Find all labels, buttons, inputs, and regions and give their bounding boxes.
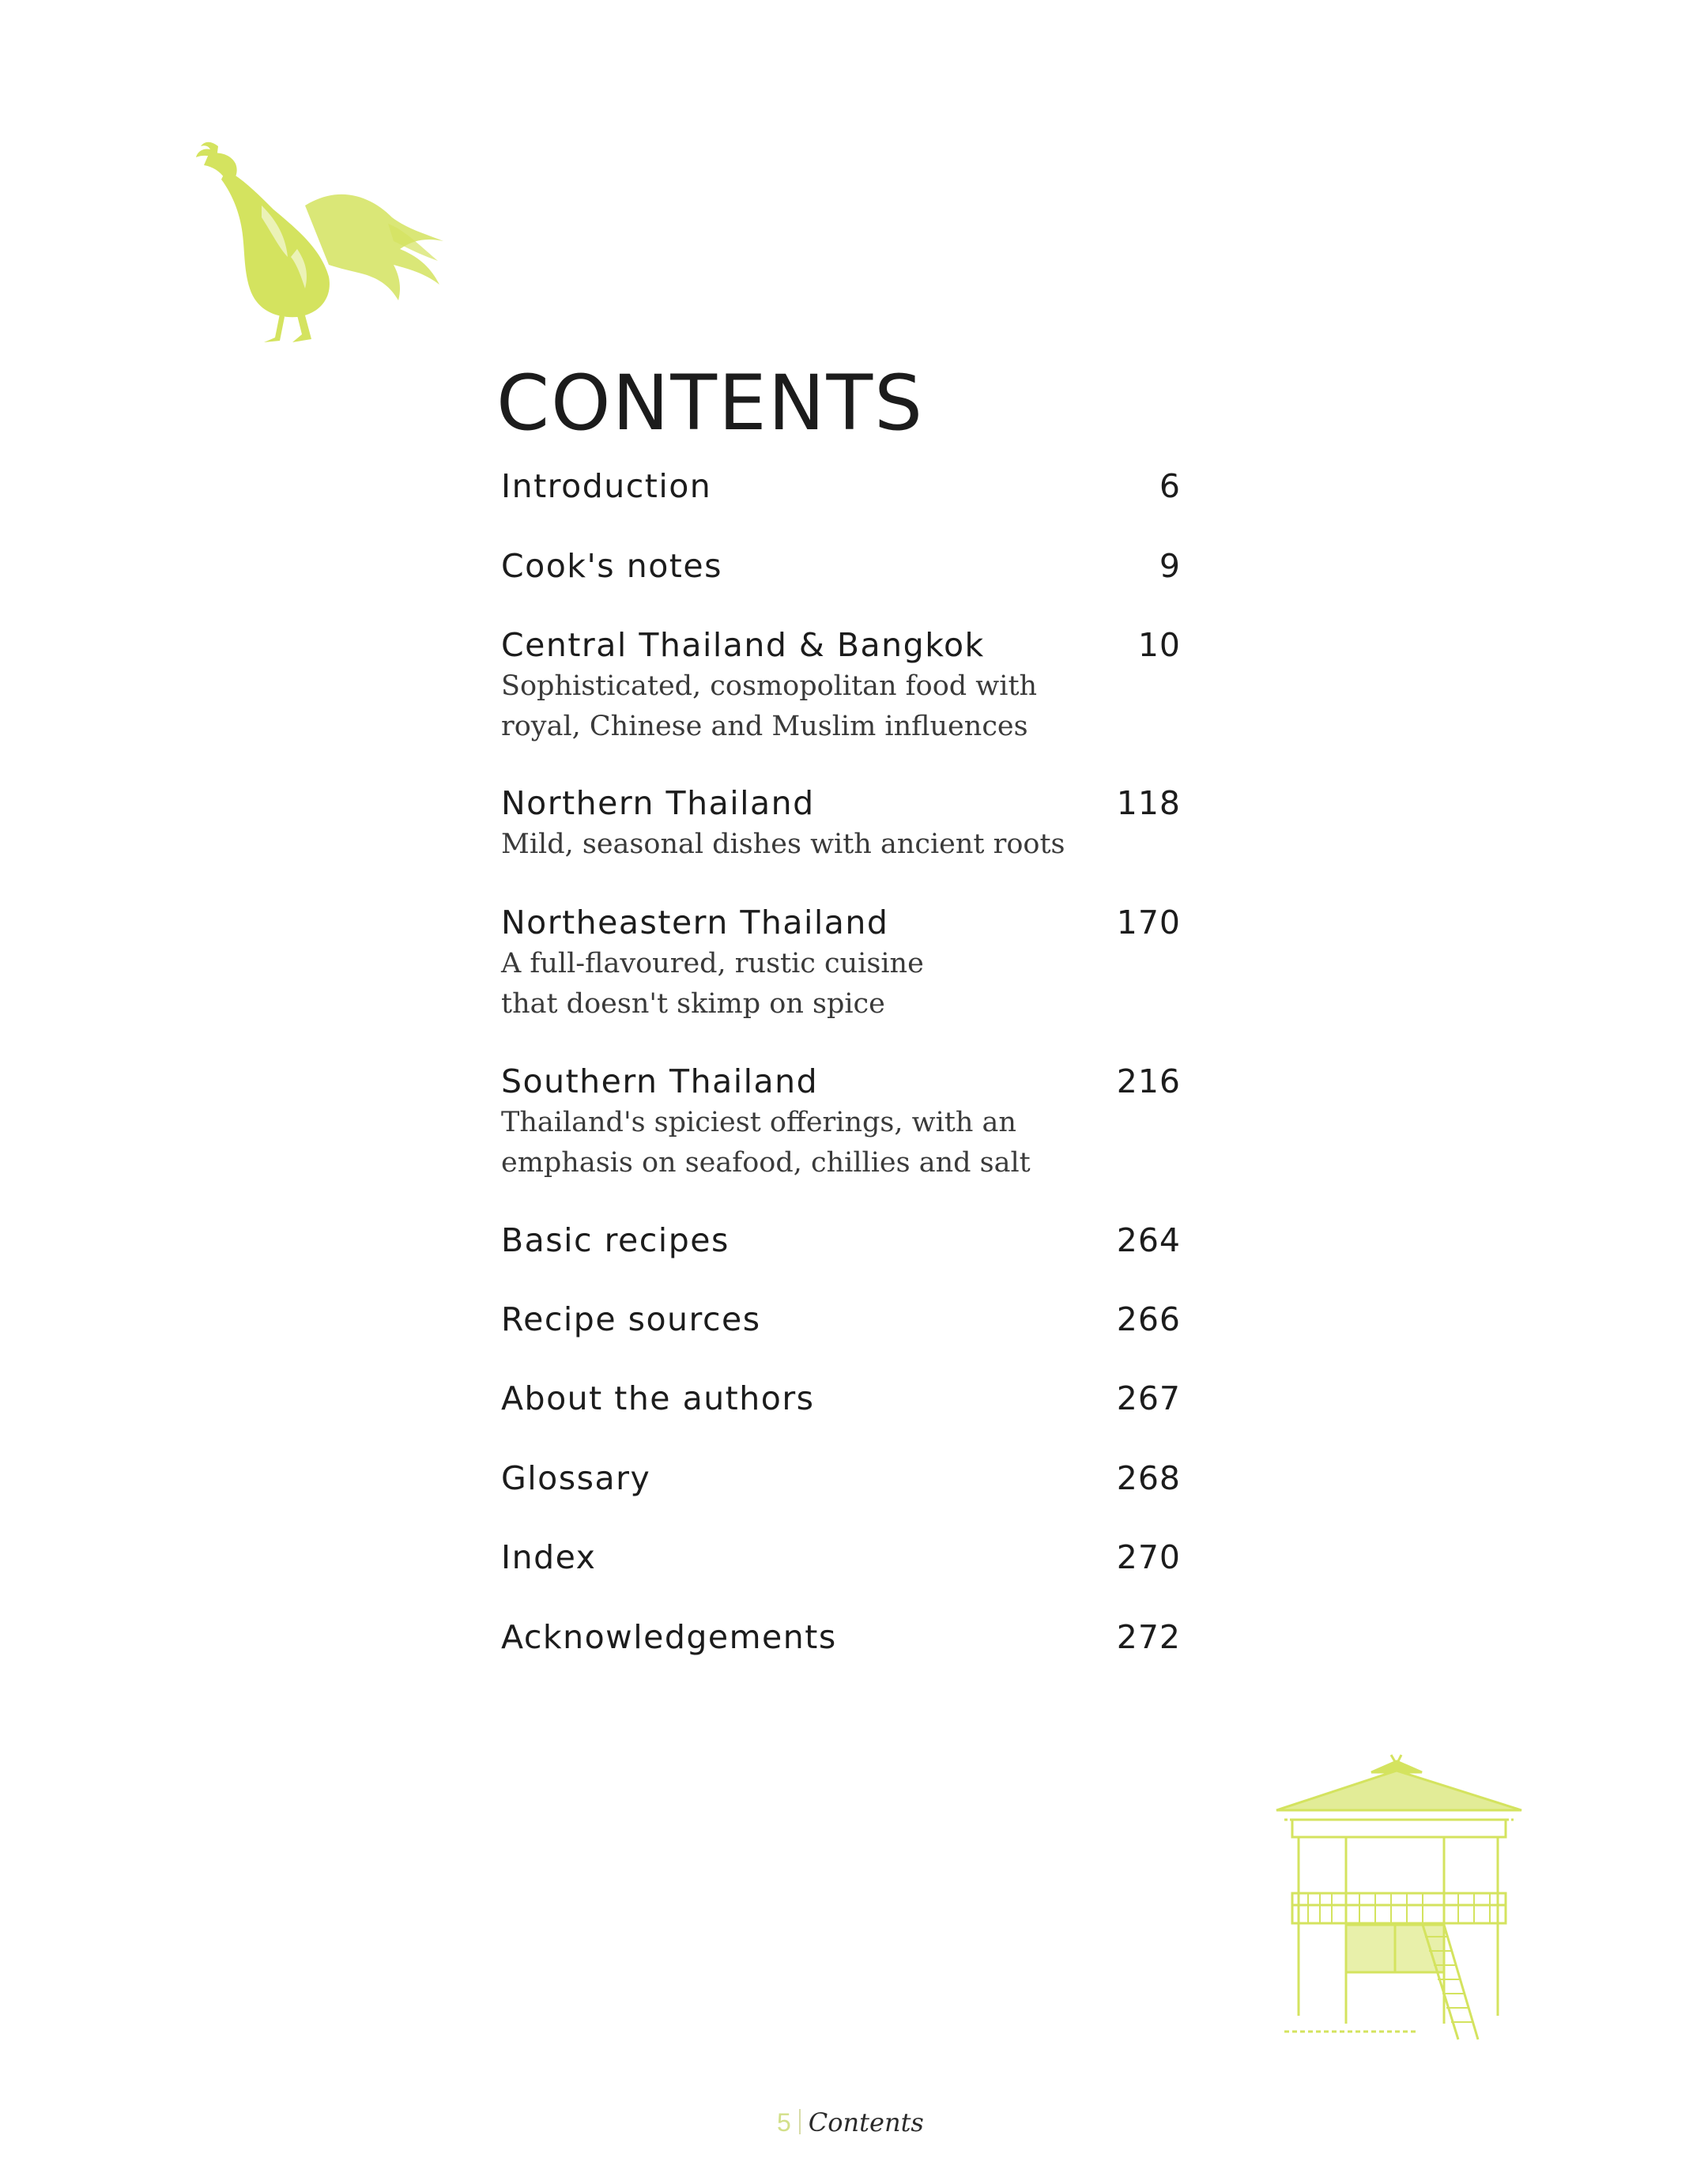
toc-entry-central-thailand[interactable] bbox=[501, 625, 1181, 747]
footer-page-number: 5 bbox=[777, 2108, 791, 2137]
toc-entry-title: Recipe sources bbox=[501, 1300, 761, 1338]
toc-entry-page-number: 264 bbox=[1116, 1221, 1181, 1259]
rooster-icon bbox=[187, 130, 447, 344]
toc-entry-page-number: 216 bbox=[1116, 1062, 1181, 1100]
toc-entry-southern-thailand[interactable] bbox=[501, 1062, 1181, 1183]
page-title: CONTENTS bbox=[496, 359, 925, 447]
toc-entry-title: Northeastern Thailand bbox=[501, 904, 889, 941]
toc-entry-title: Acknowledgements bbox=[501, 1618, 837, 1656]
toc-entry-introduction[interactable] bbox=[501, 466, 1181, 506]
toc-entry-page-number: 268 bbox=[1116, 1459, 1181, 1497]
toc-entry-description bbox=[501, 824, 1181, 865]
toc-entry-title: Cook's notes bbox=[501, 547, 722, 585]
toc-entry-page-number: 10 bbox=[1137, 626, 1181, 664]
toc-entry-title: Basic recipes bbox=[501, 1221, 730, 1259]
toc-entry-page-number: 118 bbox=[1116, 784, 1181, 822]
toc-entry-title: Glossary bbox=[501, 1459, 651, 1497]
toc-entry-page-number: 6 bbox=[1159, 467, 1181, 505]
toc-entry-title: Southern Thailand bbox=[501, 1062, 819, 1100]
thai-house-icon bbox=[1261, 1747, 1529, 2047]
toc-entry-page-number: 270 bbox=[1116, 1538, 1181, 1576]
toc-entry-description-line: royal, Chinese and Muslim influences bbox=[501, 711, 1028, 742]
toc-entry-title: Introduction bbox=[501, 467, 712, 505]
toc-entry-title: Northern Thailand bbox=[501, 784, 815, 822]
toc-entry-page-number: 272 bbox=[1116, 1618, 1181, 1656]
toc-entry-page-number: 170 bbox=[1116, 904, 1181, 941]
toc-entry-title: Central Thailand & Bangkok bbox=[501, 626, 985, 664]
toc-entry-cooks-notes[interactable] bbox=[501, 546, 1181, 586]
toc-entry-page-number: 267 bbox=[1116, 1379, 1181, 1417]
toc-entry-description-line: emphasis on seafood, chillies and salt bbox=[501, 1147, 1031, 1179]
toc-entry-basic-recipes[interactable] bbox=[501, 1221, 1181, 1260]
toc-entry-description-line: Thailand's spiciest offerings, with an bbox=[501, 1107, 1016, 1138]
toc-entry-description-line: Mild, seasonal dishes with ancient roots bbox=[501, 828, 1065, 860]
toc-entry-glossary[interactable] bbox=[501, 1458, 1181, 1498]
footer-divider bbox=[799, 2109, 801, 2134]
toc-entry-about-the-authors[interactable] bbox=[501, 1379, 1181, 1418]
footer-section-label: Contents bbox=[808, 2107, 924, 2137]
toc-entry-title: About the authors bbox=[501, 1379, 815, 1417]
toc-entry-description-line: A full-flavoured, rustic cuisine bbox=[501, 948, 924, 979]
toc-entry-page-number: 266 bbox=[1116, 1300, 1181, 1338]
toc-entry-description-line: Sophisticated, cosmopolitan food with bbox=[501, 670, 1038, 702]
toc-entry-page-number: 9 bbox=[1159, 547, 1181, 585]
toc-entry-index[interactable] bbox=[501, 1537, 1181, 1577]
toc-entry-recipe-sources[interactable] bbox=[501, 1300, 1181, 1339]
toc-entry-description-line: that doesn't skimp on spice bbox=[501, 988, 885, 1020]
page-footer bbox=[777, 2107, 924, 2137]
toc-entry-title: Index bbox=[501, 1538, 597, 1576]
toc-entry-description bbox=[501, 944, 1181, 1024]
toc-entry-northern-thailand[interactable] bbox=[501, 783, 1181, 865]
toc-entry-northeastern-thailand[interactable] bbox=[501, 903, 1181, 1024]
toc-entry-description bbox=[501, 666, 1181, 747]
toc-entry-acknowledgements[interactable] bbox=[501, 1617, 1181, 1657]
toc-entry-description bbox=[501, 1103, 1181, 1183]
